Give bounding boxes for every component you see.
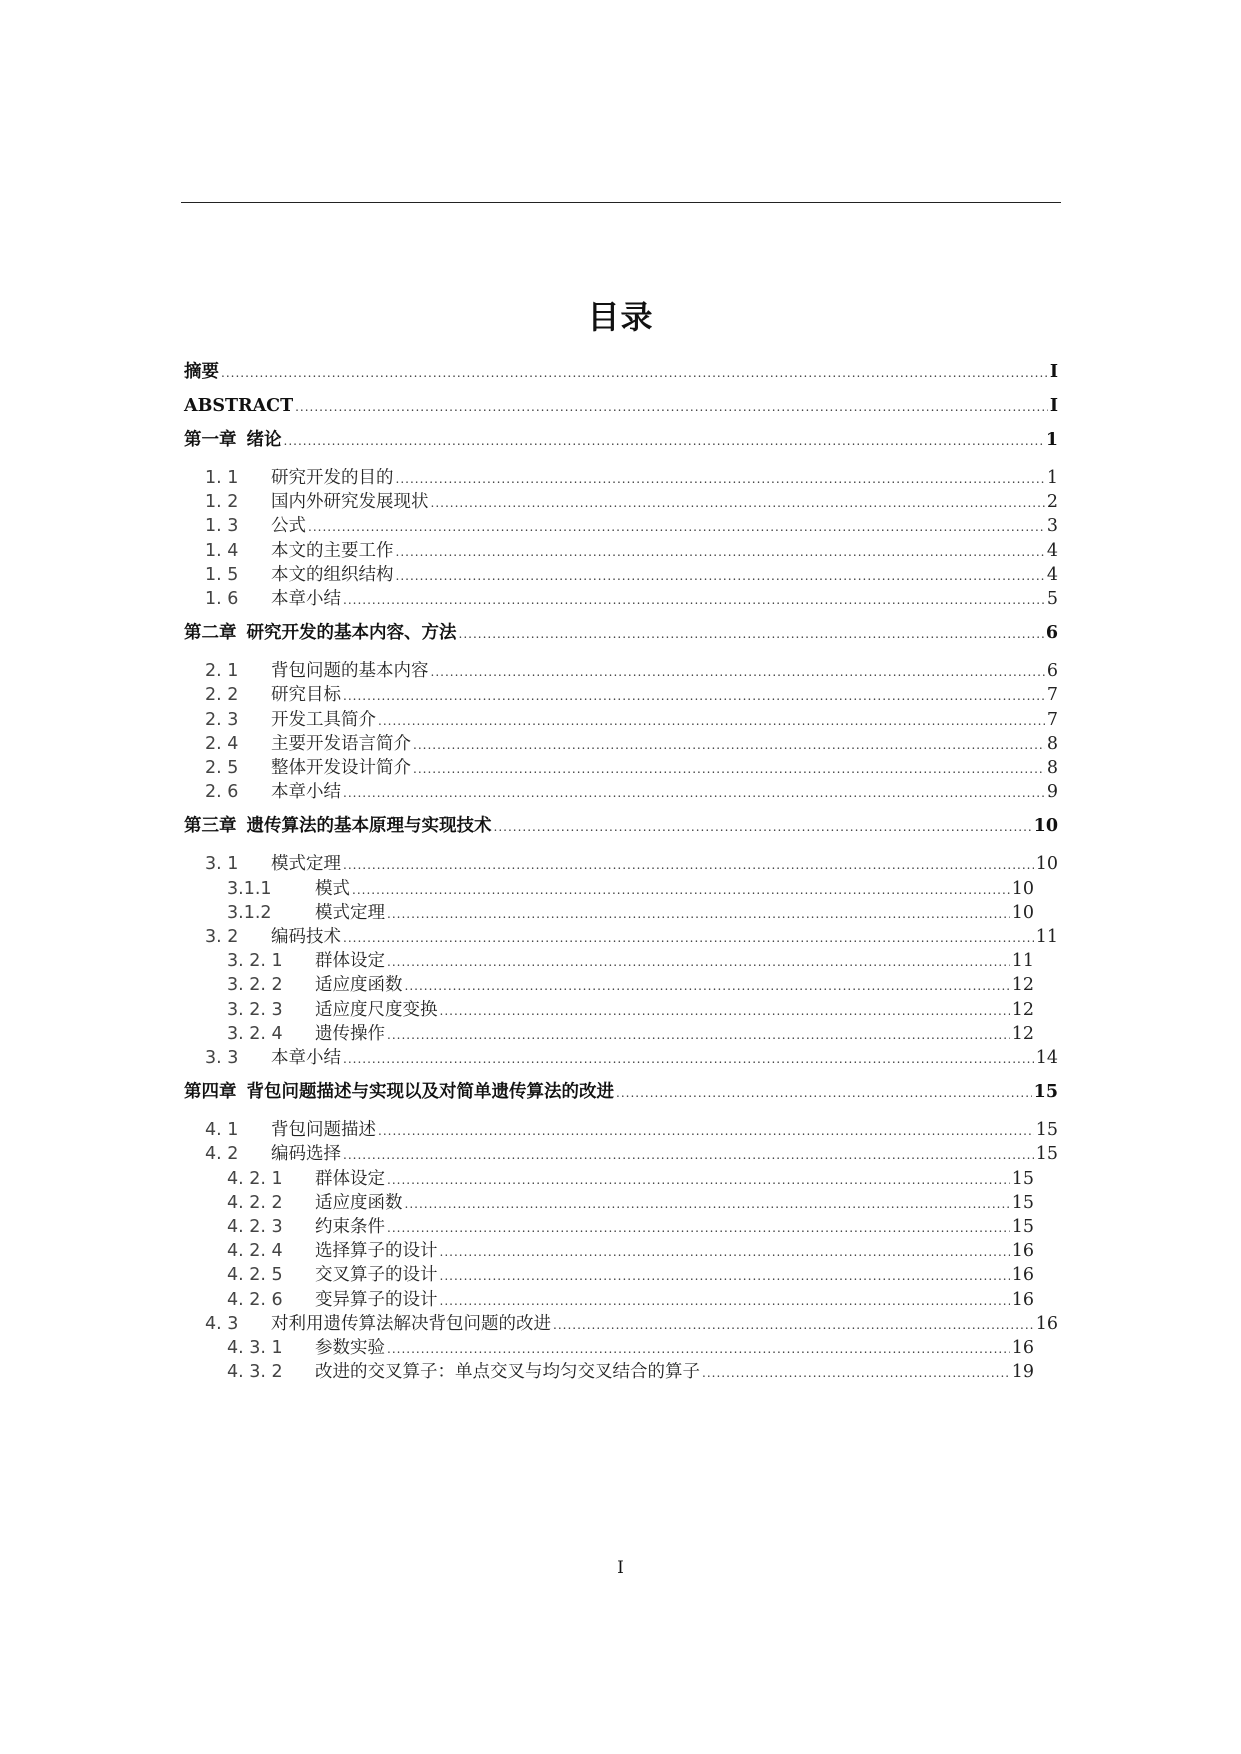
toc-entry-number: 3. 2. 3	[227, 999, 283, 1020]
toc-entry-number: 1. 2	[205, 492, 239, 513]
toc-entry-page: 12	[1011, 1023, 1034, 1044]
toc-dot-leader	[378, 1118, 1034, 1144]
toc-entry-number: 4. 2. 3	[227, 1217, 283, 1237]
toc-section-entry[interactable]	[205, 489, 1058, 515]
toc-dot-leader	[387, 1336, 1010, 1362]
toc-subsection-entry[interactable]	[227, 1262, 1034, 1288]
toc-dot-leader	[308, 514, 1045, 540]
toc-dot-leader	[553, 1312, 1034, 1338]
toc-dot-leader	[343, 1142, 1034, 1168]
toc-dot-leader	[396, 466, 1045, 492]
toc-entry-number: 1. 5	[205, 564, 239, 585]
toc-entry-page: 6	[1045, 623, 1058, 644]
toc-entry-number: 1. 1	[205, 468, 239, 488]
toc-entry-number: 2. 5	[205, 758, 239, 778]
toc-entry-label: 整体开发设计简介	[271, 758, 411, 778]
toc-entry-number: 2. 1	[205, 661, 239, 682]
toc-entry-number: 第一章	[184, 430, 237, 450]
toc-entry-label: 参数实验	[315, 1338, 385, 1358]
toc-dot-leader	[343, 683, 1045, 709]
toc-dot-leader	[387, 949, 1010, 975]
toc-entry-label: 群体设定	[315, 1168, 385, 1189]
toc-section-entry[interactable]	[205, 755, 1058, 781]
toc-entry-page: 15	[1035, 1144, 1058, 1165]
toc-entry-label: 研究开发的基本内容、方法	[246, 623, 457, 644]
toc-entry-page: 15	[1011, 1168, 1034, 1189]
toc-subsection-entry[interactable]	[227, 900, 1034, 926]
toc-dot-leader	[440, 1288, 1010, 1314]
toc-dot-leader	[440, 998, 1010, 1024]
toc-dot-leader	[396, 539, 1045, 565]
toc-entry-number: 4. 2. 4	[227, 1241, 283, 1262]
toc-entry-label: 主要开发语言简介	[271, 733, 411, 754]
toc-entry-page: 8	[1046, 733, 1058, 754]
toc-entry-number: 第四章	[184, 1082, 237, 1103]
toc-entry-label: 背包问题描述	[271, 1120, 376, 1141]
toc-entry-label: 本文的组织结构	[271, 564, 394, 585]
toc-section-entry[interactable]	[205, 562, 1058, 588]
toc-entry-page: 5	[1046, 589, 1058, 609]
toc-dot-leader	[616, 1080, 1032, 1106]
toc-entry-label: 改进的交叉算子：单点交叉与均匀交叉结合的算子	[315, 1362, 700, 1383]
toc-entry-page: 9	[1046, 782, 1058, 803]
toc-entry-page: 2	[1046, 492, 1058, 513]
toc-dot-leader	[494, 814, 1032, 840]
toc-entry-label: 适应度函数	[315, 1192, 403, 1213]
toc-entry-number: 3. 2. 2	[227, 975, 283, 996]
toc-subsection-entry[interactable]	[227, 1166, 1034, 1192]
toc-dot-leader	[352, 877, 1010, 903]
toc-entry-page: 10	[1033, 816, 1058, 837]
toc-dot-leader	[396, 563, 1045, 589]
toc-entry-page: 15	[1011, 1217, 1034, 1237]
toc-entry-page: 11	[1011, 951, 1034, 972]
toc-subsection-entry[interactable]	[227, 1238, 1034, 1264]
toc-entry-label: 本章小结	[271, 589, 341, 609]
toc-entry-label: ABSTRACT	[184, 396, 294, 416]
toc-entry-label: 遗传算法的基本原理与实现技术	[246, 816, 492, 837]
toc-entry-number: 2. 3	[205, 709, 239, 730]
toc-entry-page: 12	[1011, 975, 1034, 996]
toc-entry-number: 4. 2. 1	[227, 1168, 283, 1189]
toc-entry-page: 16	[1011, 1338, 1034, 1358]
footer-page-number: I	[617, 1558, 624, 1578]
toc-entry-page: 4	[1046, 564, 1058, 585]
toc-entry-page: I	[1049, 396, 1058, 416]
toc-entry-number: 2. 2	[205, 685, 239, 706]
toc-entry-number: 1. 4	[205, 540, 239, 561]
toc-section-entry[interactable]	[205, 731, 1058, 757]
toc-entry-number: 4. 2. 5	[227, 1265, 283, 1286]
toc-entry-label: 选择算子的设计	[315, 1241, 438, 1262]
toc-dot-leader	[284, 428, 1044, 454]
toc-entry-page: 7	[1046, 685, 1058, 706]
toc-section-entry[interactable]	[205, 1045, 1058, 1071]
toc-dot-leader	[343, 1046, 1034, 1072]
toc-section-entry[interactable]	[205, 779, 1058, 805]
toc-entry-label: 摘要	[184, 362, 219, 382]
toc-entry-label: 交叉算子的设计	[315, 1265, 438, 1286]
toc-entry-page: 8	[1046, 758, 1058, 778]
toc-entry-page: I	[1049, 362, 1058, 382]
toc-entry-label: 研究开发的目的	[271, 468, 394, 488]
toc-entry-page: 16	[1011, 1241, 1034, 1262]
toc-entry-number: 4. 1	[205, 1120, 239, 1141]
toc-entry-page: 14	[1035, 1048, 1058, 1068]
toc-entry-page: 6	[1046, 661, 1058, 682]
toc-chapter-entry[interactable]	[184, 427, 1058, 453]
toc-entry-page: 16	[1035, 1313, 1058, 1334]
toc-section-entry[interactable]	[205, 465, 1058, 491]
toc-entry-label: 模式定理	[271, 854, 341, 875]
toc-entry-label: 绪论	[246, 430, 282, 450]
toc-section-entry[interactable]	[205, 513, 1058, 539]
toc-entry-label: 国内外研究发展现状	[271, 492, 429, 513]
toc-chapter-entry[interactable]	[184, 393, 1058, 419]
toc-entry-label: 本章小结	[271, 1048, 341, 1068]
toc-entry-page: 10	[1011, 902, 1034, 923]
toc-dot-leader	[413, 756, 1045, 782]
toc-entry-page: 10	[1011, 878, 1034, 899]
toc-dot-leader	[440, 1263, 1010, 1289]
toc-dot-leader	[431, 490, 1045, 516]
toc-section-entry[interactable]	[205, 1117, 1058, 1143]
toc-entry-page: 15	[1035, 1120, 1058, 1141]
toc-dot-leader	[459, 621, 1044, 647]
toc-entry-number: 4. 2	[205, 1144, 239, 1165]
toc-entry-number: 4. 3. 2	[227, 1362, 283, 1383]
toc-dot-leader	[387, 1022, 1010, 1048]
toc-section-entry[interactable]	[205, 924, 1058, 950]
toc-entry-page: 3	[1046, 516, 1058, 537]
toc-entry-number: 3. 3	[205, 1048, 239, 1068]
toc-entry-page: 16	[1011, 1265, 1034, 1286]
toc-entry-label: 编码技术	[271, 927, 341, 947]
toc-section-entry[interactable]	[205, 586, 1058, 612]
toc-dot-leader	[221, 360, 1048, 386]
toc-chapter-entry[interactable]	[184, 813, 1058, 839]
toc-entry-page: 11	[1035, 927, 1058, 947]
toc-subsection-entry[interactable]	[227, 972, 1034, 998]
toc-entry-page: 10	[1035, 854, 1058, 875]
toc-dot-leader	[295, 394, 1048, 420]
toc-entry-label: 背包问题描述与实现以及对简单遗传算法的改进	[246, 1082, 614, 1103]
toc-entry-number: 3. 2	[205, 927, 239, 947]
toc-dot-leader	[702, 1360, 1010, 1386]
toc-entry-label: 对利用遗传算法解决背包问题的改进	[271, 1313, 551, 1334]
toc-subsection-entry[interactable]	[227, 1190, 1034, 1216]
toc-entry-number: 4. 2. 6	[227, 1289, 283, 1310]
toc-entry-page: 15	[1011, 1192, 1034, 1213]
toc-entry-number: 3. 1	[205, 854, 239, 875]
toc-entry-page: 19	[1011, 1362, 1034, 1383]
toc-section-entry[interactable]	[205, 682, 1058, 708]
toc-section-entry[interactable]	[205, 538, 1058, 564]
toc-entry-page: 7	[1046, 709, 1058, 730]
toc-entry-number: 4. 3. 1	[227, 1338, 283, 1358]
toc-entry-number: 4. 3	[205, 1313, 239, 1334]
toc-subsection-entry[interactable]	[227, 1287, 1034, 1313]
toc-entry-number: 2. 6	[205, 782, 239, 803]
toc-dot-leader	[440, 1239, 1010, 1265]
toc-subsection-entry[interactable]	[227, 1214, 1034, 1240]
toc-dot-leader	[413, 732, 1045, 758]
toc-entry-number: 2. 4	[205, 733, 239, 754]
toc-chapter-entry[interactable]	[184, 1079, 1058, 1105]
toc-entry-label: 遗传操作	[315, 1023, 385, 1044]
toc-entry-label: 模式	[315, 878, 350, 899]
toc-dot-leader	[343, 780, 1045, 806]
toc-entry-number: 第二章	[184, 623, 237, 644]
toc-entry-number: 3.1.1	[227, 878, 272, 899]
toc-dot-leader	[343, 925, 1034, 951]
toc-section-entry[interactable]	[205, 707, 1058, 733]
toc-dot-leader	[405, 1191, 1010, 1217]
toc-entry-number: 3.1.2	[227, 902, 272, 923]
toc-dot-leader	[343, 587, 1045, 613]
toc-section-entry[interactable]	[205, 1141, 1058, 1167]
toc-dot-leader	[431, 659, 1045, 685]
toc-entry-label: 适应度尺度变换	[315, 999, 438, 1020]
toc-title: 目录	[587, 298, 654, 336]
toc-entry-page: 12	[1011, 999, 1034, 1020]
toc-subsection-entry[interactable]	[227, 948, 1034, 974]
toc-entry-number: 3. 2. 4	[227, 1023, 283, 1044]
toc-entry-label: 群体设定	[315, 951, 385, 972]
toc-entry-label: 本文的主要工作	[271, 540, 394, 561]
toc-entry-number: 4. 2. 2	[227, 1192, 283, 1213]
toc-entry-label: 本章小结	[271, 782, 341, 803]
toc-entry-page: 15	[1033, 1082, 1058, 1103]
toc-entry-number: 3. 2. 1	[227, 951, 283, 972]
toc-entry-page: 1	[1046, 468, 1058, 488]
toc-entry-number: 第三章	[184, 816, 237, 837]
toc-subsection-entry[interactable]	[227, 1021, 1034, 1047]
toc-entry-label: 研究目标	[271, 685, 341, 706]
toc-dot-leader	[405, 973, 1010, 999]
toc-entry-number: 1. 3	[205, 516, 239, 537]
toc-dot-leader	[387, 1167, 1010, 1193]
toc-dot-leader	[387, 901, 1010, 927]
toc-entry-label: 开发工具简介	[271, 709, 376, 730]
toc-chapter-entry[interactable]	[184, 620, 1058, 646]
toc-entry-label: 模式定理	[315, 902, 385, 923]
toc-dot-leader	[387, 1215, 1010, 1241]
toc-entry-page: 16	[1011, 1289, 1034, 1310]
toc-subsection-entry[interactable]	[227, 1359, 1034, 1385]
toc-entry-number: 1. 6	[205, 589, 239, 609]
toc-chapter-entry[interactable]	[184, 359, 1058, 385]
toc-dot-leader	[378, 708, 1045, 734]
toc-entry-page: 1	[1045, 430, 1058, 450]
toc-entry-label: 背包问题的基本内容	[271, 661, 429, 682]
toc-entry-label: 公式	[271, 516, 306, 537]
toc-subsection-entry[interactable]	[227, 997, 1034, 1023]
toc-section-entry[interactable]	[205, 658, 1058, 684]
toc-subsection-entry[interactable]	[227, 1335, 1034, 1361]
toc-entry-label: 变异算子的设计	[315, 1289, 438, 1310]
toc-entry-label: 编码选择	[271, 1144, 341, 1165]
toc-subsection-entry[interactable]	[227, 876, 1034, 902]
toc-entry-label: 约束条件	[315, 1217, 385, 1237]
toc-entry-page: 4	[1046, 540, 1058, 561]
toc-dot-leader	[343, 852, 1034, 878]
toc-section-entry[interactable]	[205, 851, 1058, 877]
toc-section-entry[interactable]	[205, 1311, 1058, 1337]
toc-entry-label: 适应度函数	[315, 975, 403, 996]
